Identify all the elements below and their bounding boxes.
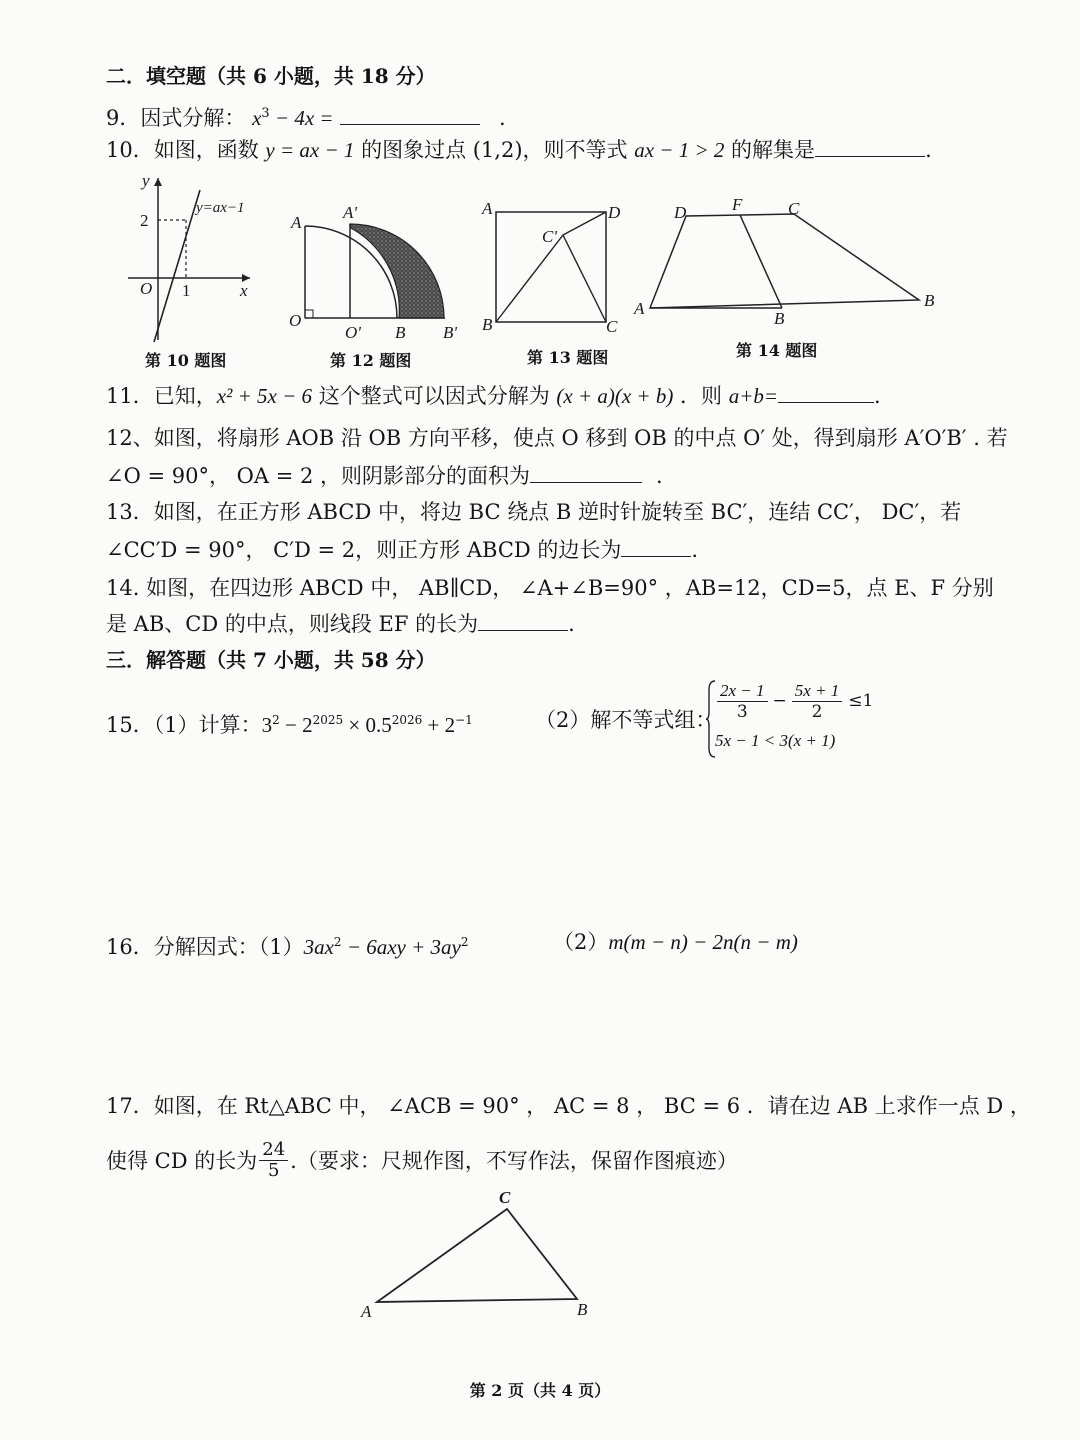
q15-term-a: 3 [261, 713, 273, 737]
q12-end: . [656, 464, 663, 488]
q9-prefix: 9．因式分解： [106, 106, 246, 130]
q16-expr1-b: − 6axy + 3ay [341, 935, 461, 959]
fig10-origin-label: O [140, 279, 153, 298]
fig10-y-arrow [154, 178, 162, 186]
fig14-label-F: F [732, 195, 743, 214]
fig12-label-Aprime: A' [343, 203, 358, 222]
fig13-BCprime [496, 235, 563, 322]
q15-frac-2 [792, 681, 843, 722]
fig14-caption: 第 14 题图 [736, 341, 818, 360]
q14-end: . [568, 612, 575, 636]
q17-frac-den: 5 [267, 1160, 280, 1181]
q17-line2-post: .（要求：尺规作图，不写作法，保留作图痕迹） [290, 1148, 738, 1173]
q9-expr-exp: 3 [261, 106, 270, 121]
q10-answer-blank[interactable] [815, 136, 925, 157]
q9-end: . [498, 106, 506, 130]
fig14-label-D: D [674, 203, 687, 222]
question-9 [106, 100, 506, 132]
fig12-label-O: O [289, 311, 302, 330]
fig13-label-C: C [606, 317, 618, 336]
q17-fraction [259, 1140, 288, 1181]
q10-ineq: ax − 1 > 2 [634, 138, 725, 162]
q11-mid: 这个整式可以因式分解为 [312, 384, 557, 408]
q10-end: . [925, 138, 932, 162]
fig10-caption: 第 10 题图 [145, 351, 227, 370]
section-2-title: 二．填空题（共 6 小题，共 18 分） [106, 64, 436, 88]
q16-part2-label: （2） [553, 930, 609, 954]
q11-expr: x² + 5x − 6 [216, 384, 313, 408]
figure-13-square [478, 200, 628, 340]
fig10-line-label: y=ax−1 [196, 200, 245, 216]
q16-prefix: 16．分解因式：（1） [106, 935, 304, 959]
q12-answer-blank[interactable] [530, 462, 642, 483]
q17-line2-pre: 使得 CD 的长为 [106, 1148, 258, 1173]
q15-part2-label: （2）解不等式组： [535, 708, 717, 732]
question-13-line-1: 13．如图，在正方形 ABCD 中，将边 BC 绕点 B 逆时针旋转至 BC′，连结 CC′， DC′，若 [106, 500, 962, 524]
q15-ineq-2: 5x − 1 < 3(x + 1) [715, 731, 836, 750]
fig13-label-D: D [608, 203, 621, 222]
fig12-shaded-region [350, 224, 444, 318]
q10-mid: 的图象过点 (1,2)，则不等式 [354, 138, 635, 162]
q15-frac1-num: 2x − 1 [717, 681, 768, 702]
fig17-label-A: A [361, 1302, 372, 1321]
q15-term-b-exp: 2025 [312, 713, 344, 727]
q15-frac1-den: 3 [736, 701, 748, 722]
question-10 [106, 136, 932, 164]
question-16-part-2 [553, 928, 798, 956]
fig17-label-C: C [499, 1188, 511, 1207]
q9-expr-rest: − 4x = [269, 106, 334, 130]
q15-frac2-den: 2 [811, 701, 823, 722]
question-12-line-2 [106, 462, 663, 490]
fig14-label-B: B [924, 291, 935, 310]
fig12-caption: 第 12 题图 [330, 351, 412, 370]
q12-line2-pre: ∠O = 90°， OA = 2 ，则阴影部分的面积为 [106, 464, 531, 488]
fig14-trapezoid [650, 214, 919, 308]
q13-answer-blank[interactable] [621, 536, 691, 557]
fig14-FB [740, 215, 782, 308]
q10-suffix: 的解集是 [724, 138, 816, 162]
q11-tail: ．则 [673, 384, 729, 408]
figure-14-trapezoid [632, 196, 942, 331]
q9-answer-blank[interactable] [340, 104, 480, 125]
q15-frac-1 [717, 681, 768, 722]
q16-expr2: m(m − n) − 2n(n − m) [608, 930, 798, 954]
q10-func: y = ax − 1 [265, 138, 355, 162]
fig14-label-C: C [788, 199, 800, 218]
fig12-label-B: B [395, 323, 406, 342]
question-15-part-1 [106, 706, 473, 739]
fig17-label-B: B [577, 1300, 588, 1319]
q11-end: . [874, 384, 881, 408]
fig10-y-label: y [142, 171, 150, 190]
q15-inequality-system [715, 678, 873, 752]
question-11 [106, 382, 881, 410]
fig13-CCprime [563, 235, 606, 322]
q15-term-c: × 0.5 [343, 713, 392, 737]
q13-end: . [691, 538, 699, 562]
q15-frac2-num: 5x + 1 [792, 681, 843, 702]
question-12-line-1: 12、如图，将扇形 AOB 沿 OB 方向平移，使点 O 移到 OB 的中点 O′ 处，得到扇形 A′O′B′ . 若 [106, 426, 1008, 450]
figure-12-sector [285, 200, 465, 345]
question-16 [106, 928, 469, 961]
q15-term-d: + 2 [422, 713, 456, 737]
fig10-line [154, 190, 200, 342]
figure-10-graph [120, 170, 270, 350]
q15-term-b: − 2 [279, 713, 313, 737]
fig14-label-B-bottom: B [774, 309, 785, 328]
fig10-tick-x: 1 [182, 281, 191, 300]
q15-term-a-exp: 2 [272, 713, 280, 727]
question-17-line-1: 17．如图，在 Rt△ABC 中， ∠ACB = 90° ， AC = 8 ， BC = 6 ．请在边 AB 上求作一点 D ， [106, 1094, 1031, 1118]
q14-line2-pre: 是 AB、CD 的中点，则线段 EF 的长为 [106, 612, 479, 636]
fig10-x-label: x [240, 281, 248, 300]
q11-prefix: 11．已知， [106, 384, 217, 408]
fig10-tick-y: 2 [140, 211, 149, 230]
q14-answer-blank[interactable] [478, 610, 568, 631]
q9-expr-base: x [252, 106, 262, 130]
q16-expr1-b-exp: 2 [460, 935, 469, 949]
q15-ineq-1 [715, 678, 873, 724]
section-3-title: 三．解答题（共 7 小题，共 58 分） [106, 648, 436, 672]
q15-minus: − [772, 691, 787, 711]
q11-ask: a+b= [728, 384, 779, 408]
figure-17-triangle [355, 1185, 605, 1320]
q11-answer-blank[interactable] [778, 382, 874, 403]
fig14-label-A: A [634, 299, 645, 318]
q15-term-c-exp: 2026 [391, 713, 423, 727]
q13-line2-pre: ∠CC′D = 90°， C′D = 2，则正方形 ABCD 的边长为 [106, 538, 622, 562]
q16-expr1-a: 3ax [303, 935, 334, 959]
fig12-label-Oprime: O' [345, 323, 361, 342]
fig13-caption: 第 13 题图 [527, 348, 609, 367]
q17-frac-num: 24 [259, 1140, 288, 1161]
q15-term-d-exp: −1 [455, 713, 473, 727]
q15-leq: ≤1 [848, 691, 874, 711]
q11-factored: (x + a)(x + b) [556, 384, 674, 408]
fig17-triangle [377, 1209, 577, 1302]
fig12-label-A: A [291, 213, 302, 232]
page-footer: 第 2 页（共 4 页） [469, 1381, 611, 1400]
fig13-label-Cprime: C' [542, 227, 557, 246]
fig13-label-B: B [482, 315, 493, 334]
q16-expr1-a-exp: 2 [333, 935, 342, 949]
q15-part1-label: 15．（1）计算： [106, 713, 262, 737]
fig13-DCprime [563, 212, 606, 235]
question-13-line-2 [106, 536, 698, 564]
question-14-line-2 [106, 610, 575, 638]
fig12-label-Bprime: B' [443, 323, 458, 342]
fig12-right-angle [305, 310, 313, 318]
fig13-label-A: A [482, 199, 493, 218]
q10-prefix: 10．如图，函数 [106, 138, 266, 162]
question-14-line-1: 14. 如图，在四边形 ABCD 中， AB∥CD， ∠A+∠B=90° ，AB=12，CD=5，点 E、F 分别 [106, 576, 994, 600]
question-17-line-2 [106, 1140, 738, 1181]
